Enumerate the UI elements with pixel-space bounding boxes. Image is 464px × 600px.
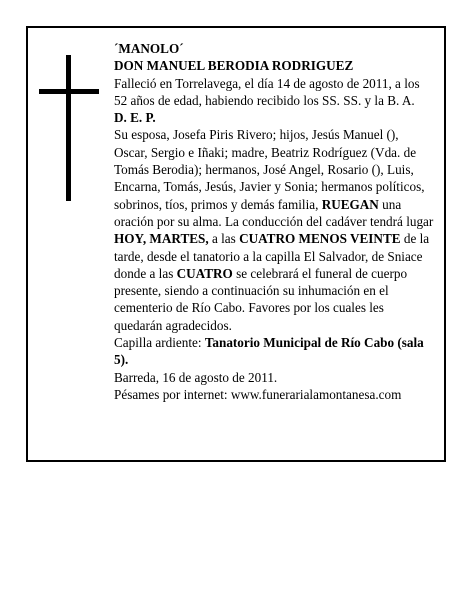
capilla-ardiente: Capilla ardiente: Tanatorio Municipal de Río Cabo (sala 5). <box>114 335 424 368</box>
family-paragraph: Su esposa, Josefa Piris Rivero; hijos, Jesús Manuel (), Oscar, Sergio e Iñaki; madre, Beatriz Rodríguez (Vda. de Tomás Berodia); hermanos, José Angel, Rosario (), Luis, Encarna, Tomás, Jesús, Javier y Sonia; hermanos políticos, sobrinos, tíos, primos y demás familia, RUEGAN una oración por su alma. La conducción del cadáver tendrá lugar HOY, MARTES, a las CUATRO MENOS VEINTE de la tarde, desde el tanatorio a la capilla El Salvador, de Sniace donde a las CUATRO se celebrará el funeral de cuerpo presente, siendo a continuación su inhumación en el cementerio de Río Cabo. Favores por los cuales les quedarán agradecidos. <box>114 127 434 333</box>
deceased-name: DON MANUEL BERODIA RODRIGUEZ <box>114 58 354 74</box>
nickname: ´MANOLO´ <box>114 41 184 56</box>
cross-icon <box>39 55 99 201</box>
rip-line: D. E. P. <box>114 110 156 126</box>
death-details: Falleció en Torrelavega, el día 14 de agosto de 2011, a los 52 años de edad, habiendo recibido los SS. SS. y la B. A. <box>114 75 420 108</box>
obituary-text <box>114 40 434 403</box>
condolences-web: Pésames por internet: www.funerarialamontanesa.com <box>114 386 402 402</box>
obituary-notice <box>26 26 446 462</box>
place-date: Barreda, 16 de agosto de 2011. <box>114 369 278 385</box>
